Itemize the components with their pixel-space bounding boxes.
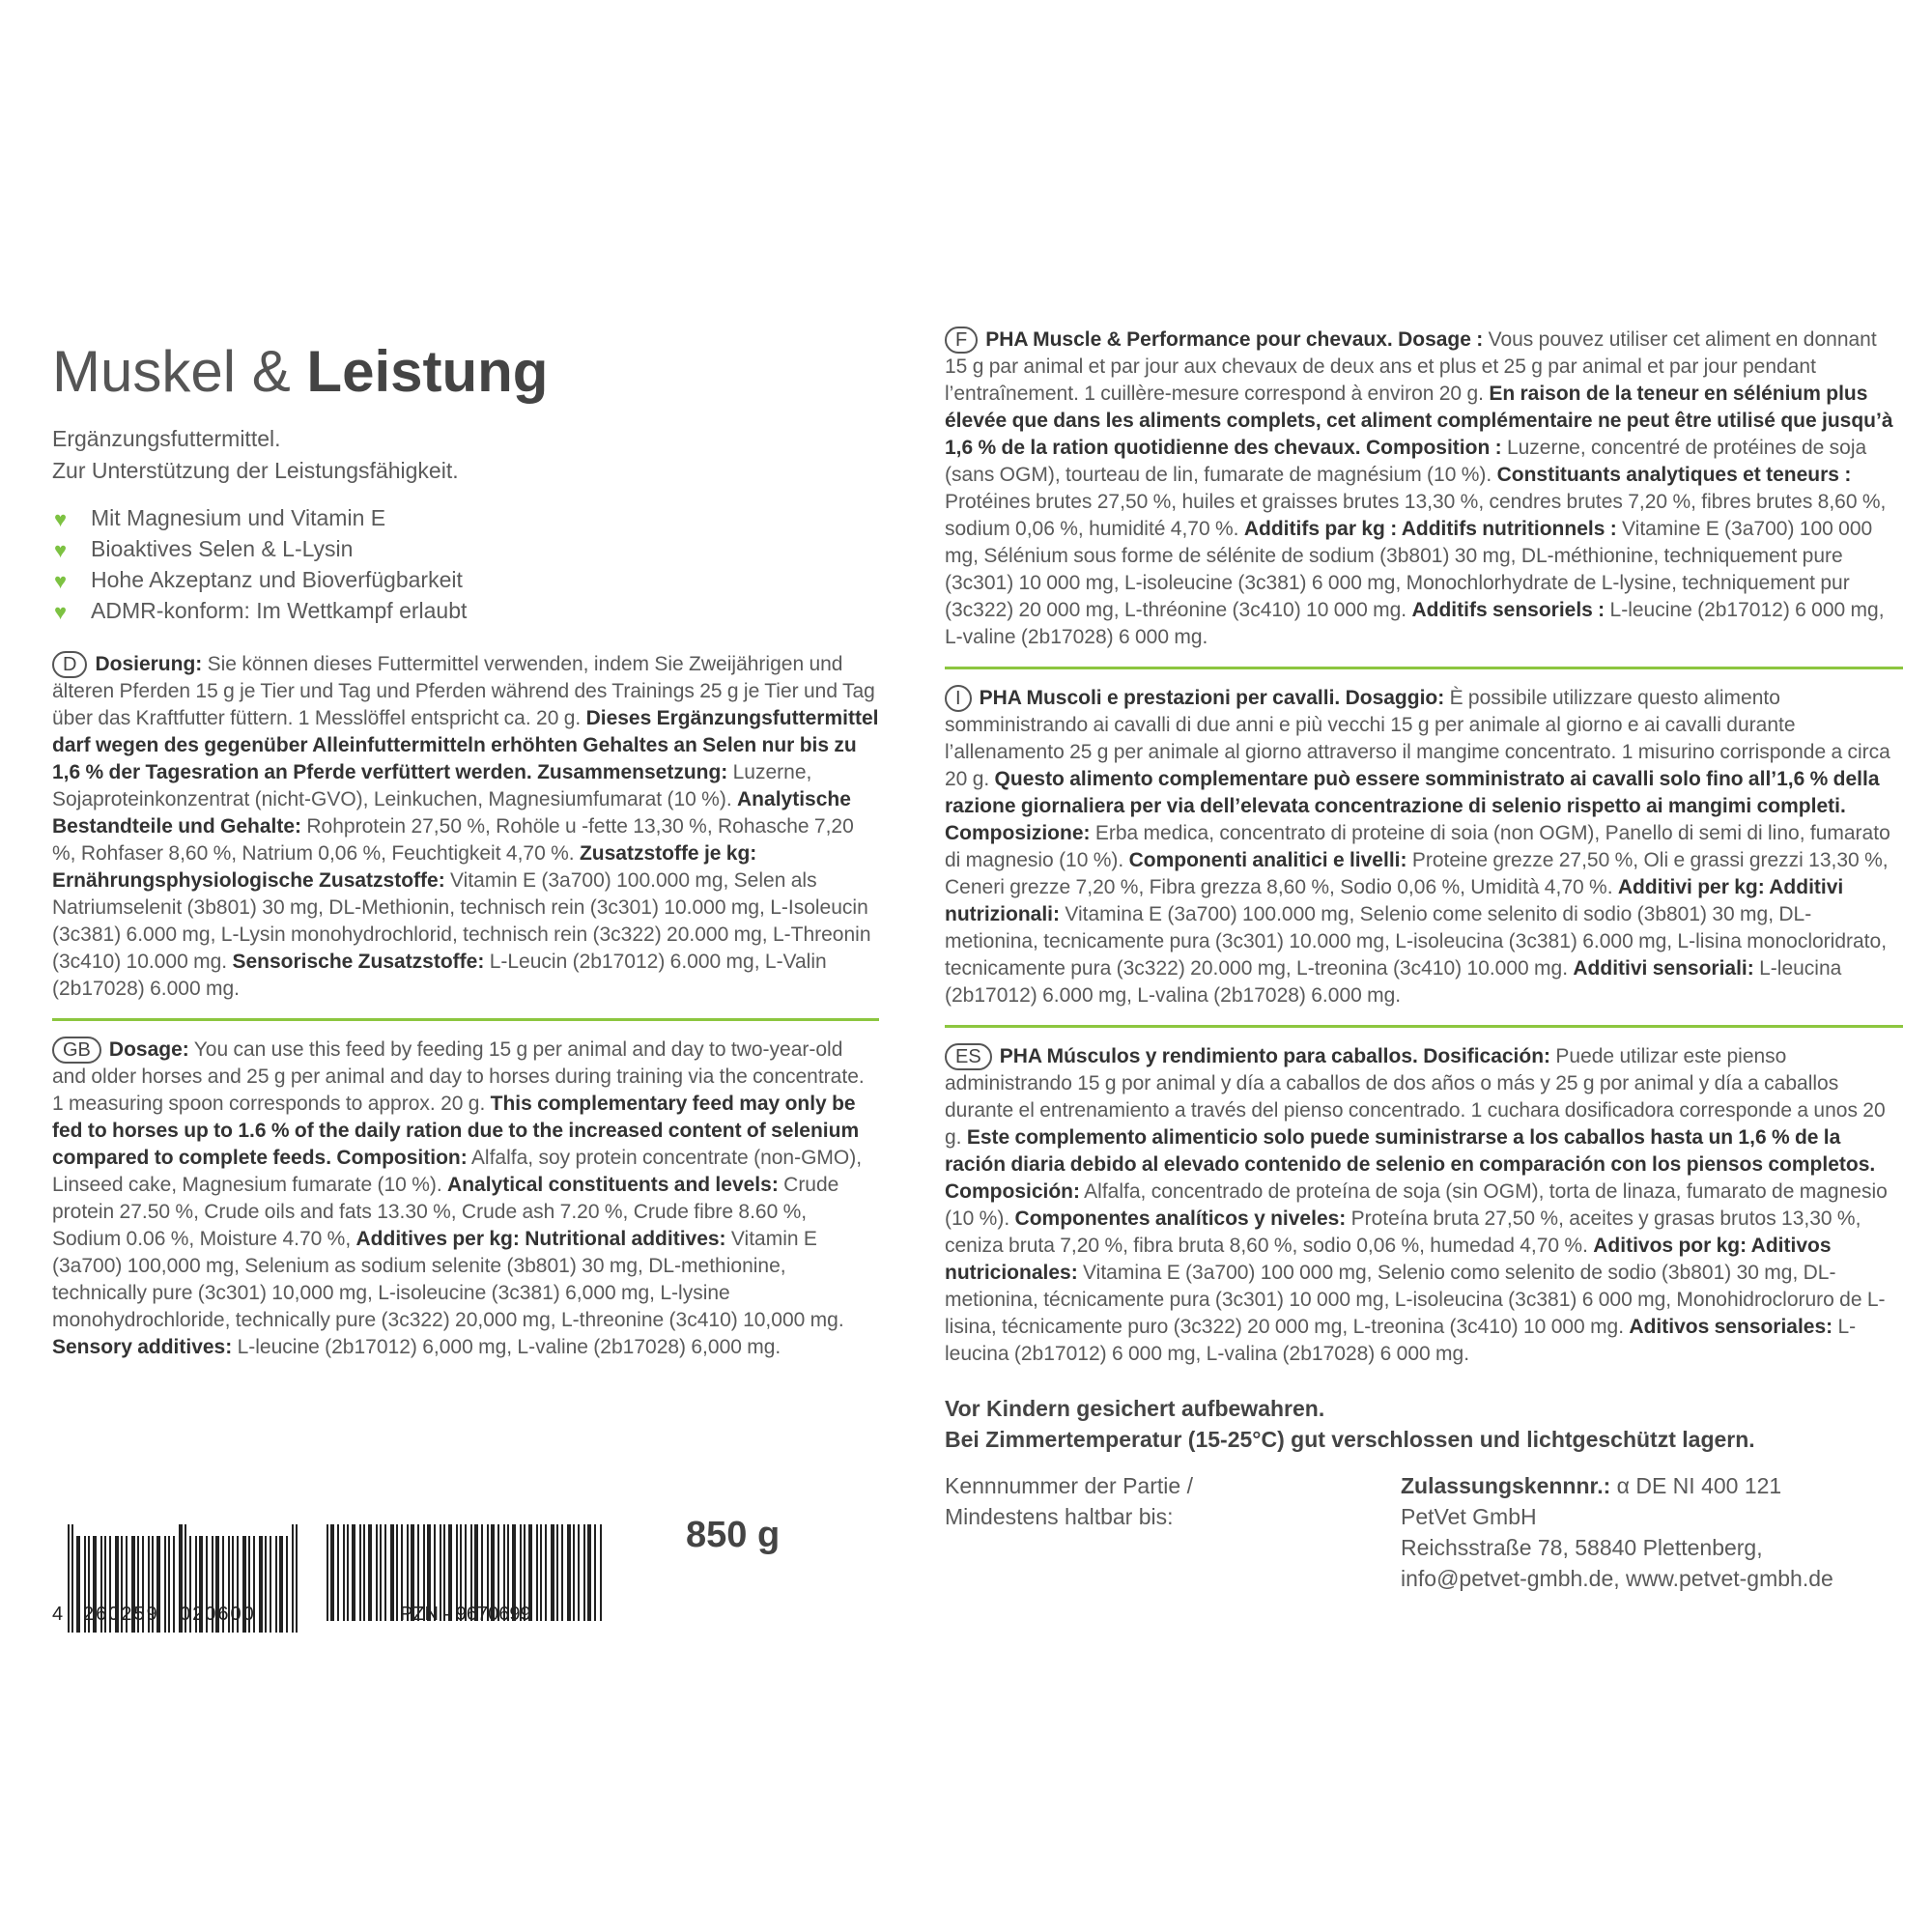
product-info	[945, 1470, 1903, 1605]
section-gb: GB Dosage: You can use this feed by feeding 15 g per animal and day to two-year-old and older horses and 25 g per animal and day to horses during training via the concentrate. 1 measuring spoon corresponds to approx. 20 g. This complementary feed may only be fed to horses up to 1.6 % of the daily ration due to the increased content of selenium compared to complete feeds. Composition: Alfalfa, soy protein concentrate (non-GMO), Linseed cake, Magnesium fumarate (10 %). Analytical constituents and levels: Crude protein 27.50 %, Crude oils and fats 13.30 %, Crude ash 7.20 %, Crude fibre 8.60 %, Sodium 0.06 %, Moisture 4.70 %, Additives per kg: Nutritional additives: Vitamin E (3a700) 100,000 mg, Selenium as sodium selenite (3b801) 30 mg, DL-methionine, technically pure (3c301) 10,000 mg, L-isoleucine (3c381) 6,000 mg, L-lysine monohydrochloride, technically pure (3c322) 20,000 mg, L-threonine (3c410) 10,000 mg. Sensory additives: L-leucine (2b17012) 6,000 mg, L-valine (2b17028) 6,000 mg.	[52, 1038, 865, 1358]
barcode-bar	[275, 1536, 277, 1633]
barcode-bar	[561, 1524, 563, 1621]
storage-instructions	[945, 1393, 1903, 1455]
barcode-bar	[600, 1524, 602, 1621]
feature-item: ♥ Hohe Akzeptanz und Bioverfügbarkeit	[52, 564, 879, 595]
language-badge-f: F	[945, 327, 978, 354]
barcode-bar	[68, 1524, 70, 1633]
barcode-bar	[578, 1524, 580, 1621]
barcode-bar	[347, 1524, 349, 1621]
ean-left-digits: 260259	[83, 1604, 159, 1625]
barcode-bar	[76, 1536, 80, 1633]
net-weight: 850 g	[686, 1515, 781, 1555]
barcode-bar	[556, 1524, 558, 1621]
company-contact: info@petvet-gmbh.de, www.petvet-gmbh.de	[1401, 1566, 1833, 1591]
right-column	[945, 327, 1903, 1605]
left-column	[52, 338, 879, 1361]
barcode-bar	[376, 1524, 378, 1621]
barcode-bar	[292, 1524, 294, 1633]
barcode-bar	[279, 1536, 283, 1633]
storage-line-temperature: Bei Zimmertemperatur (15-25°C) gut verschlossen und lichtgeschützt lagern.	[945, 1427, 1755, 1452]
feature-item: ♥ Mit Magnesium und Vitamin E	[52, 502, 879, 533]
company-address: Reichsstraße 78, 58840 Plettenberg,	[1401, 1535, 1763, 1560]
language-badge-es: ES	[945, 1043, 992, 1070]
barcode-bar	[567, 1524, 571, 1621]
barcode-bar	[270, 1536, 271, 1633]
feature-item: ♥ Bioaktives Selen & L-Lysin	[52, 533, 879, 564]
barcode-bar	[168, 1536, 170, 1633]
barcode-bar	[540, 1524, 542, 1621]
barcode-bar	[359, 1524, 361, 1621]
barcode-bar	[352, 1524, 355, 1621]
feature-item: ♥ ADMR-konform: Im Wettkampf erlaubt	[52, 595, 879, 626]
barcode-bar	[286, 1536, 288, 1633]
batch-info: Kennnummer der Partie / Mindestens haltbar bis:	[945, 1473, 1193, 1529]
barcode-bar	[551, 1524, 554, 1621]
manufacturer-info	[1401, 1470, 1932, 1594]
heart-icon: ♥	[54, 569, 68, 593]
product-title	[52, 338, 879, 406]
barcode-bar	[583, 1524, 585, 1621]
barcode-bar	[384, 1524, 386, 1621]
barcode-bar	[594, 1524, 596, 1621]
title-bold: Leistung	[306, 339, 549, 404]
barcode-bar	[587, 1524, 591, 1621]
barcode-bar	[380, 1524, 382, 1621]
barcode-bar	[327, 1524, 328, 1621]
section-es: ES PHA Músculos y rendimiento para caballos. Dosificación: Puede utilizar este pienso administrando 15 g por animal y día a caballos de dos años o más y 25 g por animal y día a caballos durante el entrenamiento a través del pienso concentrado. 1 cuchara dosificadora corresponde a unos 20 g. Este complemento alimenticio solo puede suministrarse a los caballos hasta un 1,6 % de la ración diaria debido al elevado contenido de selenio en comparación con los piensos completos. Composición: Alfalfa, concentrado de proteína de soja (sin OGM), torta de linaza, fumarato de magnesio (10 %). Componentes analíticos y niveles: Proteína bruta 27,50 %, aceites y grasas brutos 13,30 %, ceniza bruta 7,20 %, fibra bruta 8,60 %, sodio 0,06 %, humedad 4,70 %. Aditivos por kg: Aditivos nutricionales: Vitamina E (3a700) 100 000 mg, Selenio como selenito de sodio (3b801) 30 mg, DL-metionina, técnicamente pura (3c301) 10 000 mg, L-isoleucina (3c381) 6 000 mg, Monohidrocloruro de L-lisina, técnicamente puro (3c322) 20 000 mg, L-treonina (3c410) 10 000 mg. Aditivos sensoriales: L-leucina (2b17012) 6 000 mg, L-valina (2b17028) 6 000 mg.	[945, 1045, 1888, 1365]
barcode-bar	[265, 1536, 267, 1633]
company-name: PetVet GmbH	[1401, 1504, 1537, 1529]
section-f: F PHA Muscle & Performance pour chevaux. Dosage : Vous pouvez utiliser cet aliment en donnant 15 g par animal et par jour aux chevaux de deux ans et plus et 25 g par animal et par jour pendant l’entraînement. 1 cuillère-mesure correspond à environ 20 g. En raison de la teneur en sélénium plus élevée que dans les aliments complets, cet aliment complémentaire ne peut être utilisé que jusqu’à 1,6 % de la ration quotidienne des chevaux. Composition : Luzerne, concentré de protéines de soja (sans OGM), tourteau de lin, fumarate de magnésium (10 %). Constituants analytiques et teneurs : Protéines brutes 27,50 %, huiles et graisses brutes 13,30 %, cendres brutes 7,20 %, fibres brutes 8,60 %, sodium 0,06 %, humidité 4,70 %. Additifs par kg : Additifs nutritionnels : Vitamine E (3a700) 100 000 mg, Sélénium sous forme de sélénite de sodium (3b801) 30 mg, DL-méthionine, techniquement pure (3c301) 10 000 mg, L-isoleucine (3c381) 6 000 mg, Monochlorhydrate de L-lysine, techniquement pur (3c322) 20 000 mg, L-thréonine (3c410) 10 000 mg. Additifs sensoriels : L-leucine (2b17012) 6 000 mg, L-valine (2b17028) 6 000 mg.	[945, 328, 1893, 648]
barcode-bar	[330, 1524, 334, 1621]
barcode-bar	[259, 1536, 263, 1633]
product-purpose: Zur Unterstützung der Leistungsfähigkeit.	[52, 458, 459, 483]
pzn-number: PZN - 9670699	[400, 1604, 531, 1625]
language-badge-gb: GB	[52, 1037, 101, 1064]
barcode-bar	[337, 1524, 339, 1621]
barcode-bar	[164, 1536, 166, 1633]
barcode-bar	[573, 1524, 575, 1621]
barcode-bar	[545, 1524, 547, 1621]
heart-icon: ♥	[54, 507, 68, 531]
ean-right-digits: 020600	[180, 1604, 256, 1625]
barcode-bar	[343, 1524, 345, 1621]
barcode-bar	[363, 1524, 365, 1621]
title-light: Muskel &	[52, 339, 291, 404]
section-i: I PHA Muscoli e prestazioni per cavalli. Dosaggio: È possibile utilizzare questo alimento somministrando ai cavalli di due anni e più vecchi 15 g per animale al giorno e ai cavalli durante l’allenamento 25 g per animale al giorno attraverso il mangime concentrato. 1 misurino corrisponde a circa 20 g. Questo alimento complementare può essere somministrato ai cavalli solo fino all’1,6 % della razione giornaliera per via dell’elevata concentrazione di selenio rispetto ai mangimi completi. Composizione: Erba medica, concentrato di proteine di soia (non OGM), Panello di semi di lino, fumarato di magnesio (10 %). Componenti analitici e livelli: Proteine grezze 27,50 %, Oli e grassi grezzi 13,30 %, Ceneri grezze 7,20 %, Fibra grezza 8,60 %, Sodio 0,06 %, Umidità 4,70 %. Additivi per kg: Additivi nutrizionali: Vitamina E (3a700) 100.000 mg, Selenio come selenito di sodio (3b801) 30 mg, DL-metionina, tecnicamente pura (3c301) 10.000 mg, L-isoleucina (3c381) 6.000 mg, L-lisina monocloridrato, tecnicamente pura (3c322) 20.000 mg, L-treonina (3c410) 10.000 mg. Additivi sensoriali: L-leucina (2b17012) 6.000 mg, L-valina (2b17028) 6.000 mg.	[945, 687, 1890, 1007]
barcode-bar	[71, 1524, 73, 1633]
barcode-bar	[390, 1524, 394, 1621]
barcode-bar	[173, 1536, 175, 1633]
barcode-bar	[536, 1524, 538, 1621]
approval-number: Zulassungskennnr.: α DE NI 400 121	[1401, 1473, 1782, 1498]
language-badge-de: D	[52, 651, 87, 678]
heart-icon: ♥	[54, 600, 68, 624]
product-type: Ergänzungsfuttermittel.	[52, 426, 281, 451]
section-de: D Dosierung: Sie können dieses Futtermittel verwenden, indem Sie Zweijährigen und älteren Pferden 15 g je Tier und Tag und Pferden während des Trainings 25 g je Tier und Tag über das Kraftfutter füttern. 1 Messlöffel entspricht ca. 20 g. Dieses Ergänzungsfuttermittel darf wegen des gegenüber Alleinfuttermitteln erhöhten Gehaltes an Selen nur bis zu 1,6 % der Tagesration an Pferde verfüttert werden. Zusammensetzung: Luzerne, Sojaproteinkonzentrat (nicht-GVO), Leinkuchen, Magnesiumfumarat (10 %). Analytische Bestandteile und Gehalte: Rohprotein 27,50 %, Rohöle u -fette 13,30 %, Rohasche 7,20 %, Rohfaser 8,60 %, Natrium 0,06 %, Feuchtigkeit 4,70 %. Zusatzstoffe je kg: Ernährungsphysiologische Zusatzstoffe: Vitamin E (3a700) 100.000 mg, Selen als Natriumselenit (3b801) 30 mg, DL-Methionin, technisch rein (3c301) 10.000 mg, L-Isoleucin (3c381) 6.000 mg, L-Lysin monohydrochlorid, technisch rein (3c322) 20.000 mg, L-Threonin (3c410) 10.000 mg. Sensorische Zusatzstoffe: L-Leucin (2b17012) 6.000 mg, L-Valin (2b17028) 6.000 mg.	[52, 653, 879, 1000]
language-badge-i: I	[945, 685, 972, 712]
barcode-bar	[296, 1524, 298, 1633]
heart-icon: ♥	[54, 538, 68, 562]
barcode-bar	[396, 1524, 398, 1621]
feature-list	[52, 502, 879, 626]
ean-prefix: 4	[52, 1604, 64, 1625]
barcode-bar	[368, 1524, 372, 1621]
storage-line-children: Vor Kindern gesichert aufbewahren.	[945, 1396, 1325, 1421]
